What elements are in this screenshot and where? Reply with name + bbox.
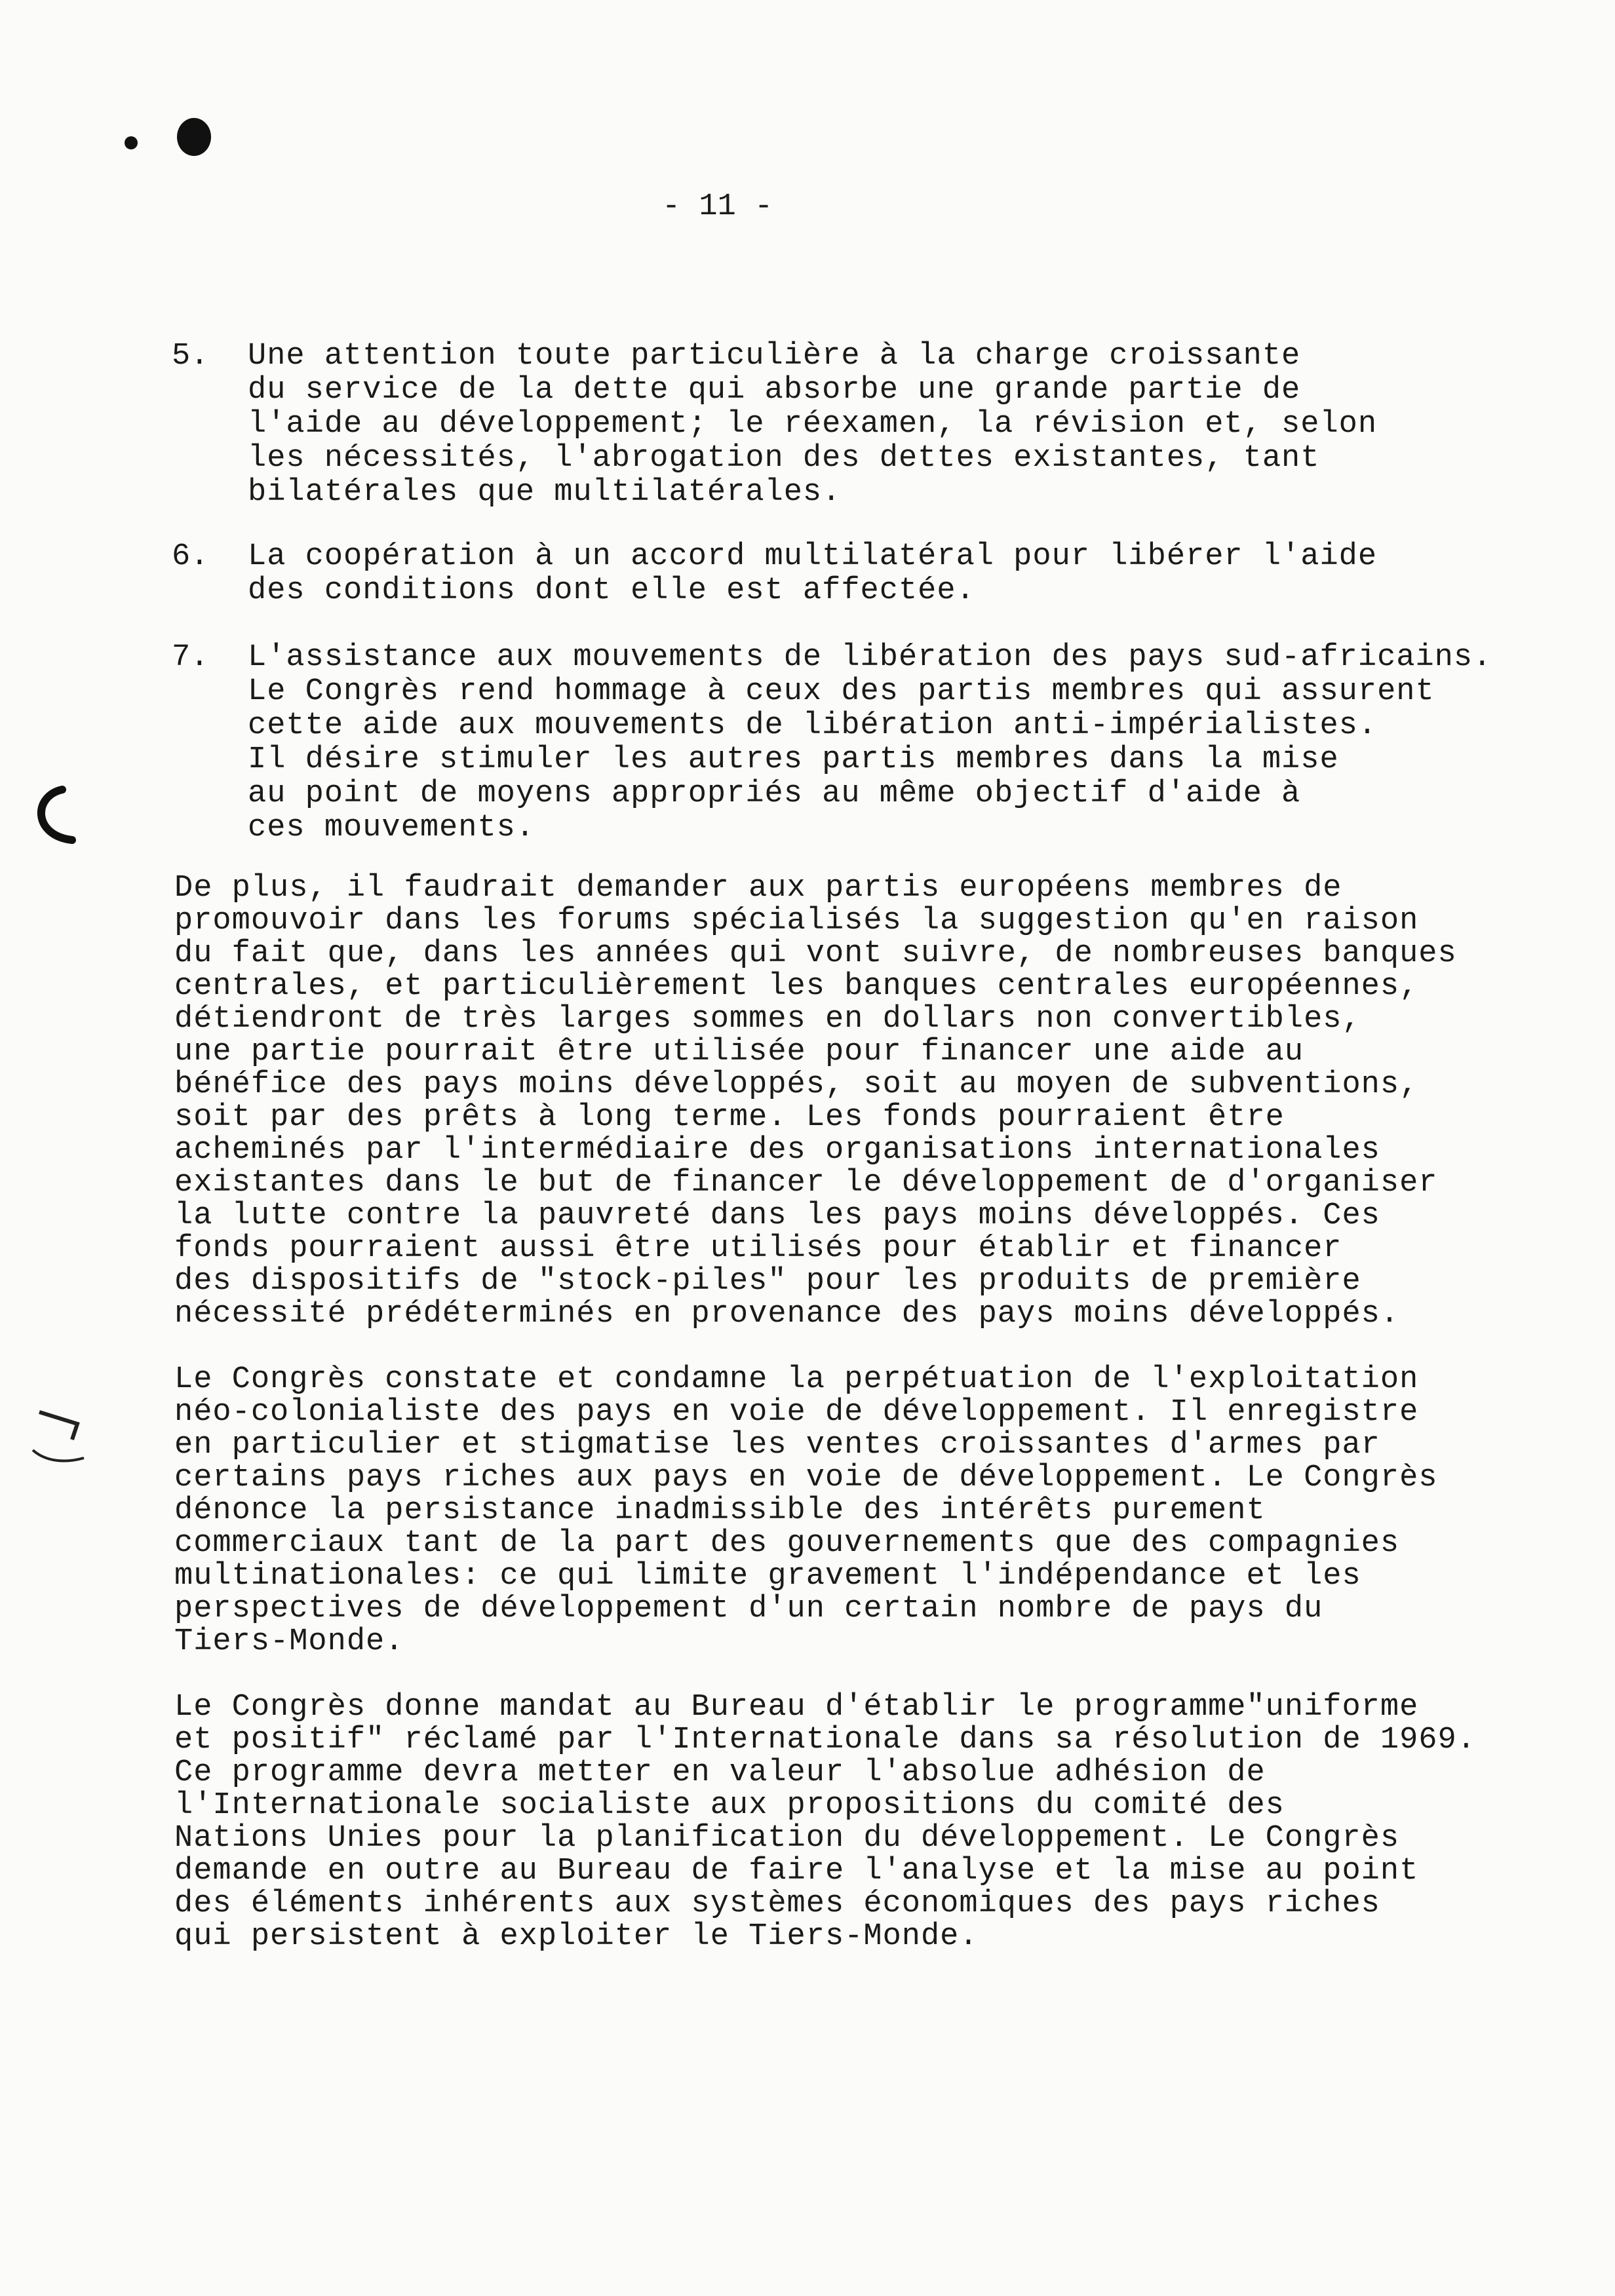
item-number: 5. (172, 339, 209, 373)
item-7-line: cette aide aux mouvements de libération anti-impérialistes. (248, 708, 1378, 743)
binder-hole-mark-small (125, 136, 138, 149)
margin-arrow-mark (26, 1399, 92, 1471)
item-5-line: Une attention toute particulière à la charge croissante (248, 339, 1301, 373)
paragraph-1-line: la lutte contre la pauvreté dans les pays moins développés. Ces (174, 1198, 1380, 1233)
paragraph-2-line: perspectives de développement d'un certain nombre de pays du (174, 1592, 1323, 1626)
item-7-line: L'assistance aux mouvements de libération des pays sud-africains. (248, 640, 1492, 675)
paragraph-1-line: centrales, et particulièrement les banques centrales européennes, (174, 969, 1419, 1004)
paragraph-1-line: bénéfice des pays moins développés, soit au moyen de subventions, (174, 1067, 1419, 1102)
item-6-line: La coopération à un accord multilatéral pour libérer l'aide (248, 539, 1378, 574)
item-5-line: les nécessités, l'abrogation des dettes existantes, tant (248, 441, 1320, 476)
paragraph-3-line: Le Congrès donne mandat au Bureau d'établir le programme"uniforme (174, 1690, 1419, 1725)
paragraph-1-line: soit par des prêts à long terme. Les fonds pourraient être (174, 1100, 1285, 1135)
paragraph-1-line: nécessité prédéterminés en provenance des pays moins développés. (174, 1297, 1400, 1331)
paragraph-2-line: dénonce la persistance inadmissible des intérêts purement (174, 1493, 1266, 1528)
paragraph-1-line: existantes dans le but de financer le développement de d'organiser (174, 1166, 1438, 1200)
paragraph-2-line: multinationales: ce qui limite gravement l'indépendance et les (174, 1559, 1361, 1594)
paragraph-2-line: Tiers-Monde. (174, 1624, 404, 1659)
item-7-line: Le Congrès rend hommage à ceux des partis membres qui assurent (248, 674, 1435, 709)
paragraph-3-line: demande en outre au Bureau de faire l'analyse et la mise au point (174, 1854, 1419, 1888)
paragraph-2-line: en particulier et stigmatise les ventes croissantes d'armes par (174, 1428, 1380, 1463)
paragraph-1-line: détiendront de très larges sommes en dollars non convertibles, (174, 1002, 1361, 1037)
paragraph-3-line: et positif" réclamé par l'Internationale dans sa résolution de 1969. (174, 1723, 1476, 1757)
paragraph-3-line: Nations Unies pour la planification du développement. Le Congrès (174, 1821, 1400, 1856)
margin-bracket-mark (13, 780, 85, 852)
page-number: - 11 - (662, 189, 773, 224)
item-number: 7. (172, 640, 209, 675)
item-7-line: ces mouvements. (248, 811, 535, 845)
paragraph-3-line: qui persistent à exploiter le Tiers-Monde. (174, 1919, 979, 1954)
item-number: 6. (172, 539, 209, 574)
paragraph-2-line: commerciaux tant de la part des gouvernements que des compagnies (174, 1526, 1400, 1561)
paragraph-1-line: De plus, il faudrait demander aux partis européens membres de (174, 871, 1342, 906)
binder-hole-mark (177, 118, 211, 156)
paragraph-2-line: certains pays riches aux pays en voie de développement. Le Congrès (174, 1461, 1438, 1495)
paragraph-1-line: promouvoir dans les forums spécialisés la suggestion qu'en raison (174, 904, 1419, 938)
item-6-line: des conditions dont elle est affectée. (248, 573, 975, 608)
paragraph-1-line: fonds pourraient aussi être utilisés pour établir et financer (174, 1231, 1342, 1266)
paragraph-3-line: l'Internationale socialiste aux propositions du comité des (174, 1788, 1285, 1823)
paragraph-1-line: du fait que, dans les années qui vont suivre, de nombreuses banques (174, 936, 1457, 971)
item-7-line: Il désire stimuler les autres partis membres dans la mise (248, 742, 1339, 777)
item-5-line: bilatérales que multilatérales. (248, 475, 842, 510)
paragraph-1-line: des dispositifs de "stock-piles" pour les produits de première (174, 1264, 1361, 1299)
paragraph-1-line: acheminés par l'intermédiaire des organisations internationales (174, 1133, 1380, 1168)
paragraph-3-line: des éléments inhérents aux systèmes économiques des pays riches (174, 1886, 1380, 1921)
paragraph-2-line: Le Congrès constate et condamne la perpétuation de l'exploitation (174, 1362, 1419, 1397)
item-7-line: au point de moyens appropriés au même objectif d'aide à (248, 776, 1301, 811)
item-5-line: du service de la dette qui absorbe une grande partie de (248, 373, 1301, 408)
paragraph-2-line: néo-colonialiste des pays en voie de développement. Il enregistre (174, 1395, 1419, 1430)
paragraph-1-line: une partie pourrait être utilisée pour financer une aide au (174, 1035, 1304, 1069)
item-5-line: l'aide au développement; le réexamen, la révision et, selon (248, 407, 1378, 442)
paragraph-3-line: Ce programme devra metter en valeur l'absolue adhésion de (174, 1755, 1266, 1790)
